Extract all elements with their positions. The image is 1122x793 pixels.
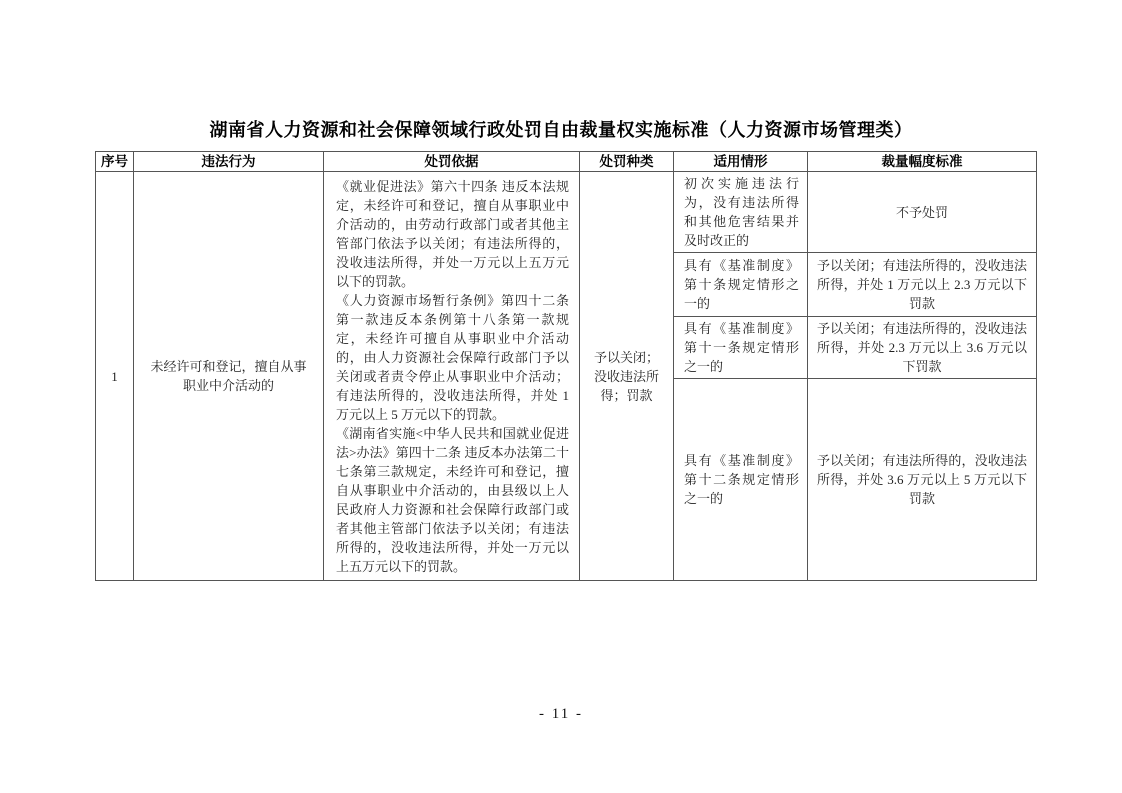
cell-standard-1: 不予处罚 (808, 172, 1037, 253)
cell-violation: 未经许可和登记，擅自从事职业中介活动的 (134, 172, 324, 581)
cell-penalty-type: 予以关闭；没收违法所得；罚款 (580, 172, 674, 581)
cell-situation-2: 具有《基准制度》第十条规定情形之一的 (674, 253, 808, 317)
table-row (96, 172, 1037, 253)
table-header-row (96, 152, 1037, 172)
cell-situation-1: 初次实施违法行为，没有违法所得和其他危害结果并及时改正的 (674, 172, 808, 253)
cell-sequence-number: 1 (96, 172, 134, 581)
cell-standard-4: 予以关闭；有违法所得的，没收违法所得，并处 3.6 万元以上 5 万元以下罚款 (808, 379, 1037, 581)
column-header-standard: 裁量幅度标准 (808, 152, 1037, 172)
column-header-violation: 违法行为 (134, 152, 324, 172)
basis-paragraph-hr-market-interim-regulations: 《人力资源市场暂行条例》第四十二条第一款违反本条例第十八条第一款规定，未经许可擅自从事职业中介活动的，由人力资源社会保障行政部门予以关闭或者责令停止从事职业中介活动；有违法所得的，没收违法所得，并处 1 万元以上 5 万元以下的罚款。 (336, 292, 569, 422)
penalty-standards-table (95, 151, 1037, 581)
column-header-situation: 适用情形 (674, 152, 808, 172)
cell-penalty-basis (324, 172, 580, 581)
column-header-seq: 序号 (96, 152, 134, 172)
basis-paragraph-employment-promotion-law: 《就业促进法》第六十四条 违反本法规定，未经许可和登记，擅自从事职业中介活动的，由劳动行政部门或者其他主管部门依法予以关闭；有违法所得的，没收违法所得，并处一万元以上五万元以下的罚款。 (336, 178, 569, 289)
cell-situation-4: 具有《基准制度》第十二条规定情形之一的 (674, 379, 808, 581)
document-title: 湖南省人力资源和社会保障领域行政处罚自由裁量权实施标准（人力资源市场管理类） (209, 120, 913, 140)
column-header-penalty-type: 处罚种类 (580, 152, 674, 172)
basis-paragraph-hunan-implementation-measures: 《湖南省实施<中华人民共和国就业促进法>办法》第四十二条 违反本办法第二十七条第三款规定，未经许可和登记，擅自从事职业中介活动的，由县级以上人民政府人力资源和社会保障行政部门或者其他主管部门依法予以关闭；有违法所得的，没收违法所得，并处一万元以上五万元以下的罚款。 (336, 425, 569, 574)
page-number: - 11 - (539, 706, 583, 722)
cell-situation-3: 具有《基准制度》第十一条规定情形之一的 (674, 317, 808, 379)
cell-standard-3: 予以关闭；有违法所得的，没收违法所得，并处 2.3 万元以上 3.6 万元以下罚款 (808, 317, 1037, 379)
column-header-basis: 处罚依据 (324, 152, 580, 172)
cell-standard-2: 予以关闭；有违法所得的，没收违法所得，并处 1 万元以上 2.3 万元以下罚款 (808, 253, 1037, 317)
